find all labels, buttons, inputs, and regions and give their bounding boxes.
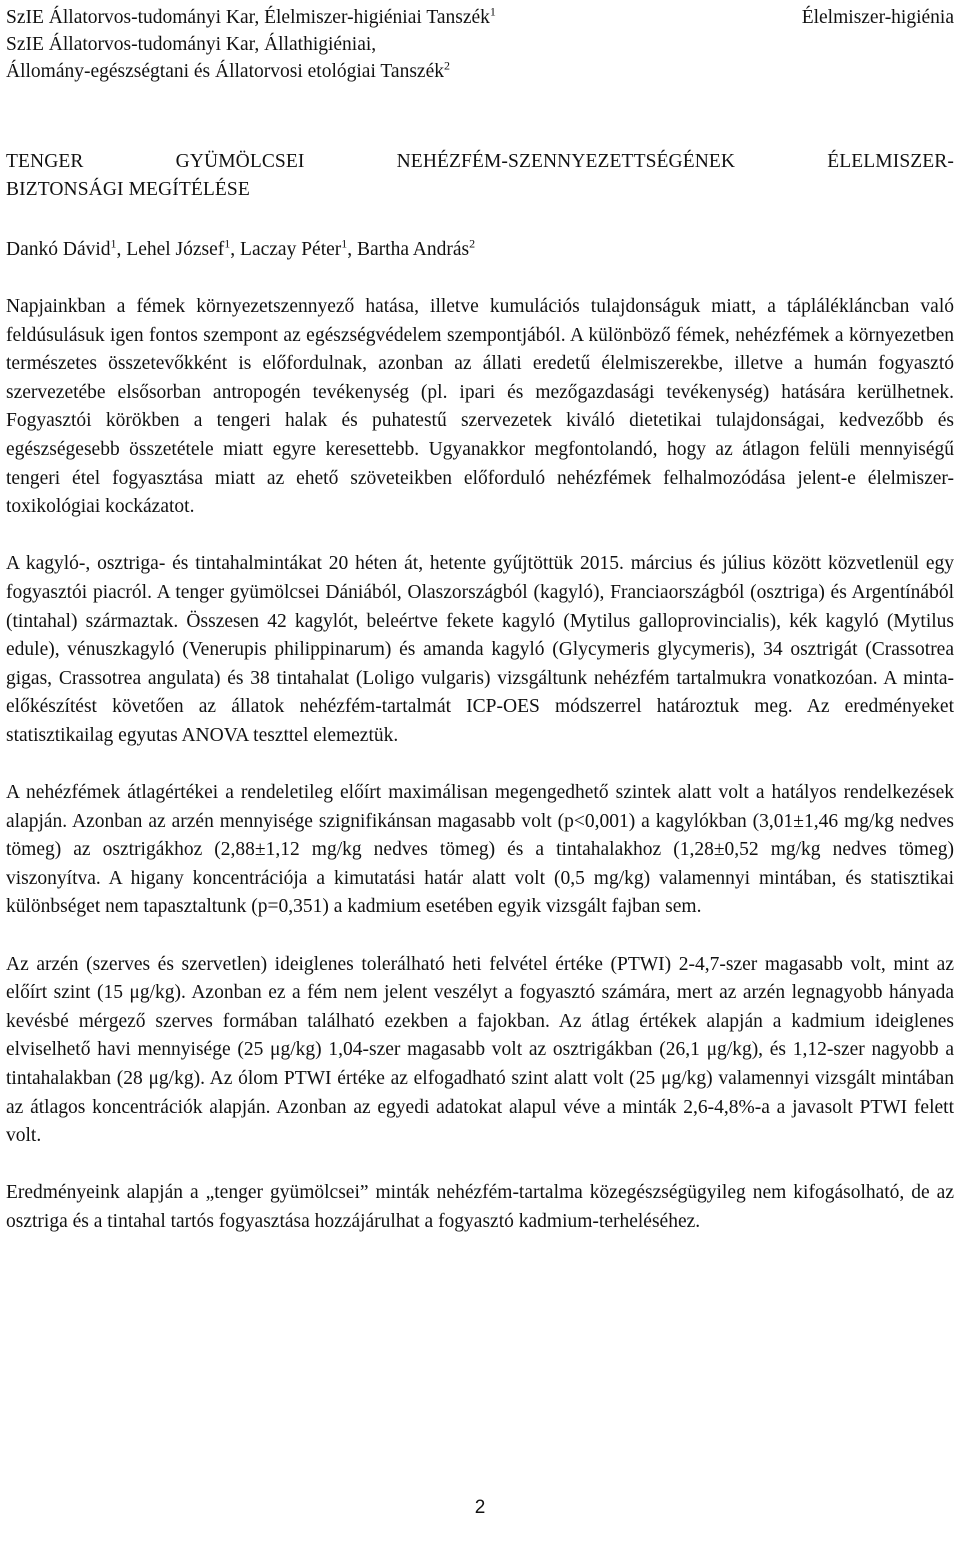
affiliation-text: Állomány-egészségtani és Állatorvosi etológiai Tanszék [6, 61, 444, 82]
paper-title [6, 148, 954, 204]
paragraph: Napjainkban a fémek környezetszennyező hatása, illetve kumulációs tulajdonságuk miatt, a táplálékláncban való feldúsulásuk igen fontos szempont az egészségvédelem szempontjából. A különböző fémek, nehézfémek a környezetben természetes összetevőkként is előfordulnak, azonban az állati eredetű élelmiszerekbe, illetve a humán fogyasztó szervezetébe elsősorban antropogén tevékenység (pl. ipari és mezőgazdasági tevékenység) hatására kerülhetnek. Fogyasztói körökben a tengeri halak és puhatestű szervezetek kiváló dietetikai tulajdonságai, kedvezőbb és egészségesebb összetétele miatt egyre keresettebb. Ugyanakkor megfontolandó, hogy az átlagon felüli mennyiségű tengeri étel fogyasztása miatt az ehető szöveteikben előforduló nehézfémek felhalmozódása jelent-e élelmiszer-toxikológiai kockázatot. [6, 296, 954, 518]
affiliations [6, 4, 496, 85]
author [357, 236, 476, 260]
author [6, 236, 117, 260]
author-name: Bartha András [357, 239, 470, 260]
page-number: 2 [474, 1497, 486, 1518]
title-line: BIZTONSÁGI MEGÍTÉLÉSE [6, 179, 250, 200]
author-list: Dankó Dávid$^1$, Lehel József$^1$, Laczay Péter$^1$, Bartha András$^2$ [6, 236, 476, 260]
author-name: Lehel József [126, 239, 225, 260]
page-header [6, 0, 954, 88]
paragraph: A kagyló-, osztriga- és tintahalmintákat 20 héten át, hetente gyűjtöttük 2015. március és július között közvetlenül egy fogyasztói piacról. A tenger gyümölcsei Dániából, Olaszországból (kagyló), Franciaországból (osztriga) és Argentínából (tintahal) származtak. Összesen 42 kagylót, beleértve fekete kagyló (Mytilus galloprovincialis), kék kagyló (Mytilus edule), vénuszkagyló (Venerupis philippinarum) és amanda kagyló (Glycymeris glycymeris), 34 osztrigát (Crassotrea gigas, Crassotrea angulata) és 38 tintahalat (Loligo vulgaris) vizsgáltunk nehézfém tartalmukra vonatkozóan. A minta-előkészítést követően az állatok nehézfém-tartalmát ICP-OES módszerrel határoztuk meg. Az eredményeket statisztikailag egyutas ANOVA teszttel elemeztük. [6, 553, 954, 746]
author-sup: 1 [224, 236, 231, 251]
paragraph: Az arzén (szerves és szervetlen) ideiglenes tolerálható heti felvétel értéke (PTWI) 2-4,7-szer magasabb volt, mint az előírt szint (15 μg/kg). Azonban ez a fém nem jelent veszélyt a fogyasztó számára, mert az arzén legnagyobb hányada kevésbé mérgező szerves formában található ezekben a fajokban. Az átlag értékek alapján a kadmium ideiglenes elviselhető havi mennyisége (25 μg/kg) 1,04-szer magasabb volt az osztrigákban (26,1 μg/kg), és 1,12-szer nagyobb a tintahalakban (28 μg/kg). Az ólom PTWI értéke az elfogadható szint alatt volt (25 μg/kg) valamennyi vizsgált mintában az átlagos koncentrációk alapján. Azonban az egyedi adatokat alapul véve a minták 2,6-4,8%-a a javasolt PTWI felett volt. [6, 953, 954, 1147]
affiliation-sup: 1 [489, 4, 496, 19]
author-name: Dankó Dávid [6, 239, 111, 260]
affiliation-line: SzIE Állatorvos-tudományi Kar, Állathigiéniai, [6, 34, 377, 55]
title-line: TENGER GYÜMÖLCSEI NEHÉZFÉM-SZENNYEZETTSÉGÉNEK ÉLELMISZER- [6, 151, 954, 172]
affiliation-sup: 2 [444, 58, 450, 73]
author-sup: 1 [110, 236, 117, 251]
affiliation-line [6, 58, 496, 85]
running-title: Élelmiszer-higiénia [801, 7, 954, 28]
author [126, 236, 231, 260]
author-sup: 1 [341, 236, 348, 251]
paragraph: Eredményeink alapján a „tenger gyümölcsei” minták nehézfém-tartalma közegészségügyileg nem kifogásolható, de az osztriga és a tintahal tartós fogyasztása hozzájárulhat a fogyasztó kadmium-terheléséhez. [6, 1182, 954, 1232]
abstract-body [6, 293, 954, 1265]
author [240, 236, 348, 260]
document-page [6, 0, 954, 1232]
affiliation-text: SzIE Állatorvos-tudományi Kar, Élelmiszer-higiéniai Tanszék [6, 7, 490, 28]
author-sup: 2 [469, 236, 476, 251]
affiliation-line [6, 4, 496, 31]
author-name: Laczay Péter [240, 239, 342, 260]
paragraph: A nehézfémek átlagértékei a rendeletileg előírt maximálisan megengedhető szintek alatt volt a hatályos rendelkezések alapján. Azonban az arzén mennyisége szignifikánsan magasabb volt (p<0,001) a kagylókban (3,01±1,46 mg/kg nedves tömeg) az osztrigákhoz (2,88±1,12 mg/kg nedves tömeg) és a tintahalakhoz (1,28±0,52 mg/kg nedves tömeg) viszonyítva. A higany koncentrációja a kimutatási határ alatt volt (0,5 mg/kg) valamennyi mintában, és statisztikai különbséget nem tapasztaltunk (p=0,351) a kadmium esetében egyik vizsgált fajban sem. [6, 782, 954, 918]
